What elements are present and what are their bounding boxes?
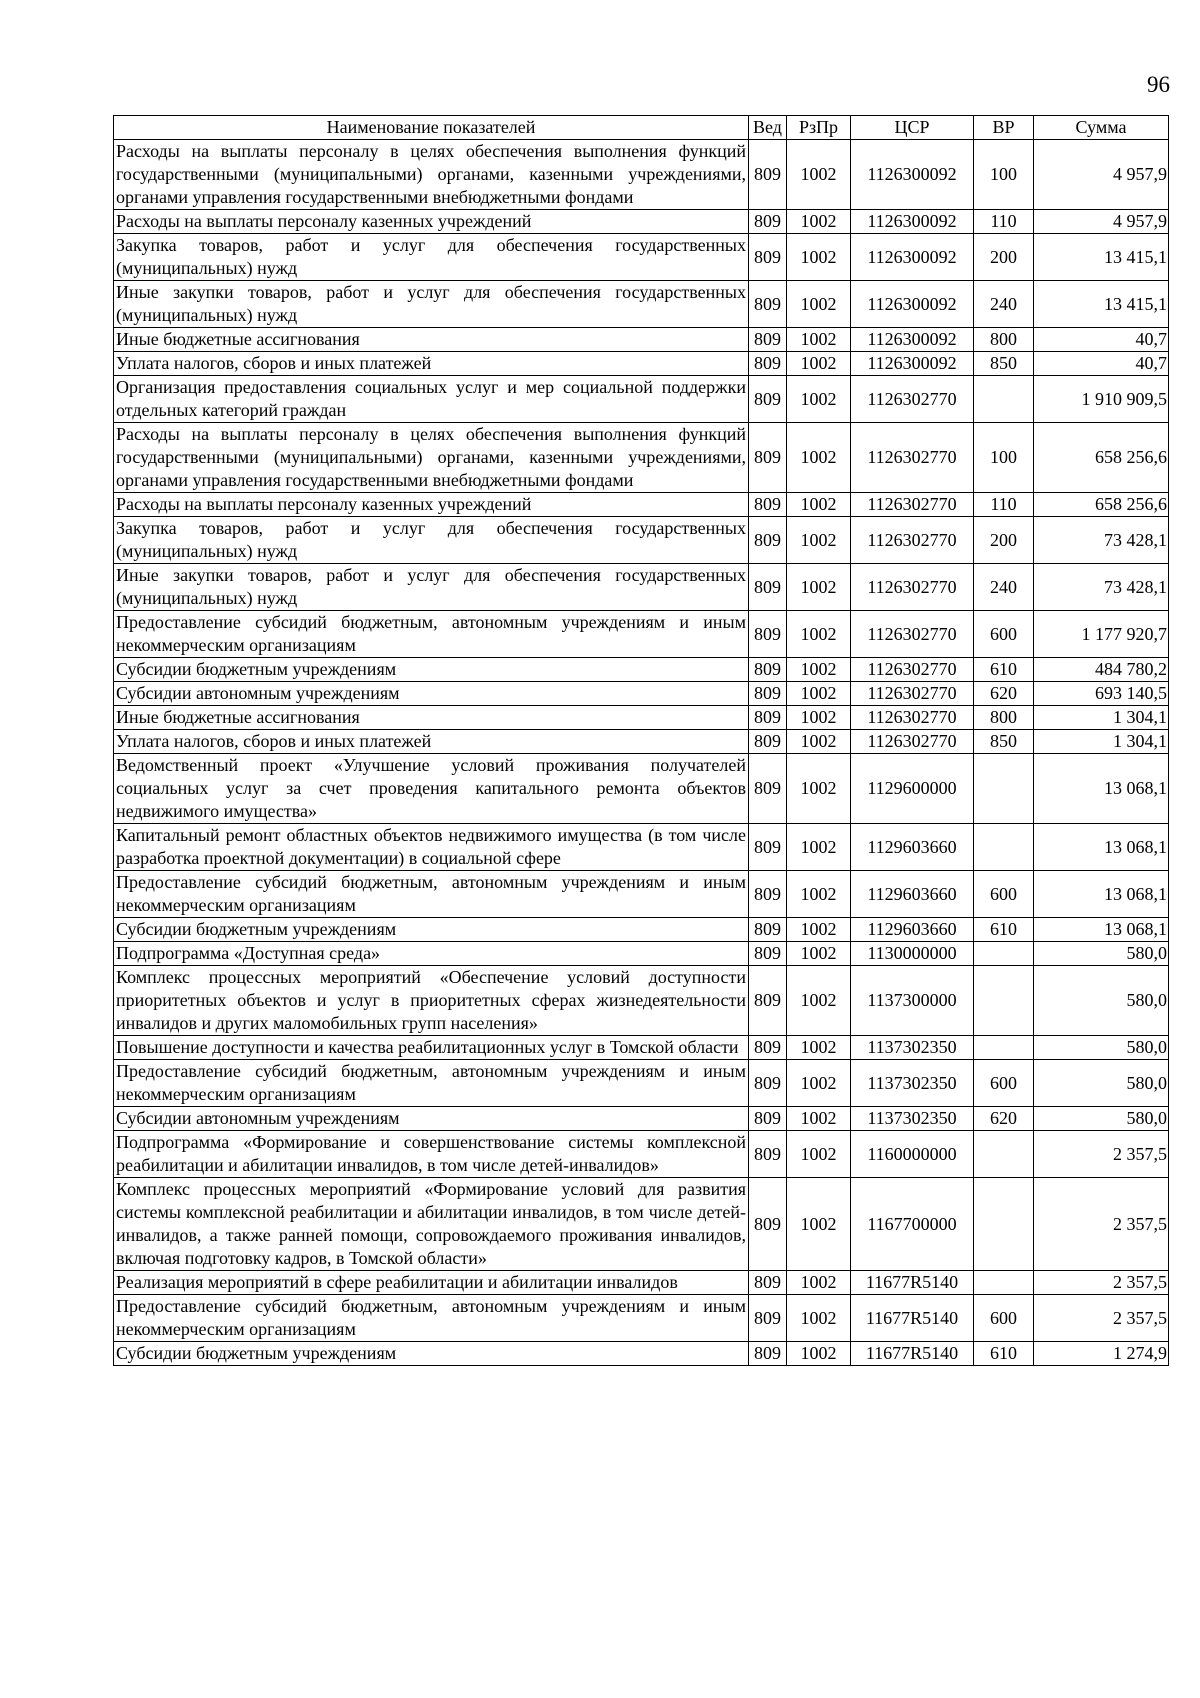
row-csr-cell: 1126302770 [851,493,974,517]
row-csr-cell: 11677R5140 [851,1271,974,1295]
row-sum-cell: 658 256,6 [1034,493,1169,517]
table-row [114,328,1169,352]
row-rzpr-cell: 1002 [787,658,851,682]
row-name-cell: Предоставление субсидий бюджетным, автономным учреждениям и иным некоммерческим организациям [114,1295,749,1342]
row-rzpr-cell: 1002 [787,281,851,328]
row-vr-cell: 240 [974,281,1034,328]
row-name-cell: Уплата налогов, сборов и иных платежей [114,352,749,376]
row-csr-cell: 1129603660 [851,918,974,942]
table-row [114,1131,1169,1178]
row-ved-cell: 809 [749,730,787,754]
row-vr-cell: 600 [974,611,1034,658]
table-row [114,611,1169,658]
row-vr-cell: 850 [974,352,1034,376]
row-ved-cell: 809 [749,376,787,423]
table-row [114,706,1169,730]
row-rzpr-cell: 1002 [787,493,851,517]
row-ved-cell: 809 [749,352,787,376]
row-name-cell: Уплата налогов, сборов и иных платежей [114,730,749,754]
row-vr-cell: 850 [974,730,1034,754]
row-csr-cell: 1126300092 [851,352,974,376]
row-sum-cell: 4 957,9 [1034,140,1169,210]
row-sum-cell: 1 910 909,5 [1034,376,1169,423]
row-sum-cell: 73 428,1 [1034,517,1169,564]
row-sum-cell: 1 177 920,7 [1034,611,1169,658]
row-ved-cell: 809 [749,234,787,281]
row-ved-cell: 809 [749,328,787,352]
row-ved-cell: 809 [749,942,787,966]
row-ved-cell: 809 [749,281,787,328]
table-row [114,754,1169,824]
row-name-cell: Расходы на выплаты персоналу казенных учреждений [114,210,749,234]
row-name-cell: Субсидии бюджетным учреждениям [114,658,749,682]
row-ved-cell: 809 [749,564,787,611]
row-sum-cell: 13 068,1 [1034,918,1169,942]
row-rzpr-cell: 1002 [787,918,851,942]
table-row [114,966,1169,1036]
row-csr-cell: 1126300092 [851,281,974,328]
row-vr-cell [974,376,1034,423]
row-rzpr-cell: 1002 [787,682,851,706]
row-rzpr-cell: 1002 [787,1295,851,1342]
row-sum-cell: 580,0 [1034,1060,1169,1107]
table-row [114,942,1169,966]
row-rzpr-cell: 1002 [787,966,851,1036]
row-csr-cell: 1137300000 [851,966,974,1036]
row-name-cell: Иные бюджетные ассигнования [114,328,749,352]
row-csr-cell: 1129600000 [851,754,974,824]
row-csr-cell: 1126302770 [851,376,974,423]
row-ved-cell: 809 [749,1107,787,1131]
table-row [114,1342,1169,1366]
table-row [114,1107,1169,1131]
row-name-cell: Закупка товаров, работ и услуг для обеспечения государственных (муниципальных) нужд [114,234,749,281]
row-ved-cell: 809 [749,1178,787,1271]
row-csr-cell: 1129603660 [851,871,974,918]
row-csr-cell: 1126300092 [851,210,974,234]
row-rzpr-cell: 1002 [787,1342,851,1366]
row-csr-cell: 1137302350 [851,1036,974,1060]
row-sum-cell: 13 415,1 [1034,234,1169,281]
row-name-cell: Иные закупки товаров, работ и услуг для обеспечения государственных (муниципальных) нужд [114,281,749,328]
row-csr-cell: 1126302770 [851,682,974,706]
row-ved-cell: 809 [749,1295,787,1342]
row-sum-cell: 658 256,6 [1034,423,1169,493]
table-row [114,281,1169,328]
row-ved-cell: 809 [749,1060,787,1107]
row-csr-cell: 1126302770 [851,658,974,682]
row-vr-cell [974,1271,1034,1295]
table-row [114,234,1169,281]
row-name-cell: Подпрограмма «Формирование и совершенствование системы комплексной реабилитации и абилитации инвалидов, в том числе детей-инвалидов» [114,1131,749,1178]
table-body [114,140,1169,1366]
row-rzpr-cell: 1002 [787,1178,851,1271]
row-rzpr-cell: 1002 [787,564,851,611]
row-csr-cell: 1137302350 [851,1107,974,1131]
row-name-cell: Комплекс процессных мероприятий «Обеспечение условий доступности приоритетных объектов и услуг в приоритетных сферах жизнедеятельности инвалидов и других маломобильных групп населения» [114,966,749,1036]
row-vr-cell: 620 [974,1107,1034,1131]
row-sum-cell: 40,7 [1034,328,1169,352]
row-name-cell: Иные закупки товаров, работ и услуг для обеспечения государственных (муниципальных) нужд [114,564,749,611]
row-name-cell: Субсидии бюджетным учреждениям [114,918,749,942]
row-csr-cell: 1126302770 [851,611,974,658]
row-sum-cell: 2 357,5 [1034,1178,1169,1271]
row-csr-cell: 1126302770 [851,730,974,754]
row-csr-cell: 11677R5140 [851,1342,974,1366]
table-row [114,1295,1169,1342]
row-ved-cell: 809 [749,611,787,658]
row-ved-cell: 809 [749,210,787,234]
row-rzpr-cell: 1002 [787,1036,851,1060]
table-row [114,140,1169,210]
header-rzpr: РзПр [787,116,851,140]
row-sum-cell: 580,0 [1034,942,1169,966]
table-row [114,658,1169,682]
table-row [114,918,1169,942]
row-name-cell: Расходы на выплаты персоналу в целях обеспечения выполнения функций государственными (муниципальными) органами, казенными учреждениями, органами управления государственными внебюджетными фондами [114,140,749,210]
row-ved-cell: 809 [749,966,787,1036]
header-vr: ВР [974,116,1034,140]
row-sum-cell: 580,0 [1034,966,1169,1036]
row-vr-cell: 240 [974,564,1034,611]
row-name-cell: Предоставление субсидий бюджетным, автономным учреждениям и иным некоммерческим организациям [114,611,749,658]
row-rzpr-cell: 1002 [787,234,851,281]
row-vr-cell: 610 [974,1342,1034,1366]
row-vr-cell [974,966,1034,1036]
row-sum-cell: 13 415,1 [1034,281,1169,328]
table-row [114,1060,1169,1107]
row-ved-cell: 809 [749,517,787,564]
row-sum-cell: 4 957,9 [1034,210,1169,234]
table-row [114,517,1169,564]
row-sum-cell: 693 140,5 [1034,682,1169,706]
row-vr-cell: 800 [974,706,1034,730]
row-rzpr-cell: 1002 [787,423,851,493]
row-ved-cell: 809 [749,754,787,824]
row-ved-cell: 809 [749,706,787,730]
row-rzpr-cell: 1002 [787,942,851,966]
header-ved: Вед [749,116,787,140]
row-ved-cell: 809 [749,1342,787,1366]
row-vr-cell: 600 [974,871,1034,918]
table-row [114,493,1169,517]
row-csr-cell: 1126300092 [851,140,974,210]
table-row [114,824,1169,871]
row-csr-cell: 1129603660 [851,824,974,871]
row-rzpr-cell: 1002 [787,706,851,730]
table-row [114,682,1169,706]
row-vr-cell: 110 [974,210,1034,234]
row-ved-cell: 809 [749,824,787,871]
row-vr-cell: 100 [974,140,1034,210]
row-vr-cell [974,1036,1034,1060]
row-name-cell: Субсидии бюджетным учреждениям [114,1342,749,1366]
row-vr-cell [974,1131,1034,1178]
row-name-cell: Капитальный ремонт областных объектов недвижимого имущества (в том числе разработка проектной документации) в социальной сфере [114,824,749,871]
row-rzpr-cell: 1002 [787,1271,851,1295]
row-name-cell: Расходы на выплаты персоналу казенных учреждений [114,493,749,517]
row-name-cell: Реализация мероприятий в сфере реабилитации и абилитации инвалидов [114,1271,749,1295]
row-rzpr-cell: 1002 [787,352,851,376]
row-csr-cell: 1126302770 [851,564,974,611]
row-sum-cell: 2 357,5 [1034,1271,1169,1295]
row-rzpr-cell: 1002 [787,210,851,234]
row-name-cell: Субсидии автономным учреждениям [114,1107,749,1131]
row-sum-cell: 13 068,1 [1034,871,1169,918]
table-header-row [114,116,1169,140]
row-ved-cell: 809 [749,493,787,517]
row-ved-cell: 809 [749,1036,787,1060]
row-rzpr-cell: 1002 [787,754,851,824]
table-row [114,210,1169,234]
row-rzpr-cell: 1002 [787,1107,851,1131]
table-row [114,423,1169,493]
row-name-cell: Подпрограмма «Доступная среда» [114,942,749,966]
page-number: 96 [1147,72,1170,97]
row-vr-cell: 200 [974,234,1034,281]
row-csr-cell: 1130000000 [851,942,974,966]
row-sum-cell: 1 304,1 [1034,706,1169,730]
table-row [114,352,1169,376]
row-sum-cell: 2 357,5 [1034,1295,1169,1342]
row-ved-cell: 809 [749,682,787,706]
row-sum-cell: 2 357,5 [1034,1131,1169,1178]
row-csr-cell: 1126300092 [851,328,974,352]
row-vr-cell [974,754,1034,824]
row-name-cell: Иные бюджетные ассигнования [114,706,749,730]
row-rzpr-cell: 1002 [787,1060,851,1107]
row-name-cell: Организация предоставления социальных услуг и мер социальной поддержки отдельных категорий граждан [114,376,749,423]
header-name: Наименование показателей [114,116,749,140]
header-sum: Сумма [1034,116,1169,140]
row-sum-cell: 580,0 [1034,1036,1169,1060]
row-rzpr-cell: 1002 [787,140,851,210]
table-row [114,871,1169,918]
row-vr-cell: 600 [974,1060,1034,1107]
row-vr-cell: 110 [974,493,1034,517]
budget-table [113,115,1169,1366]
row-name-cell: Расходы на выплаты персоналу в целях обеспечения выполнения функций государственными (муниципальными) органами, казенными учреждениями, органами управления государственными внебюджетными фондами [114,423,749,493]
table-row [114,1036,1169,1060]
row-name-cell: Ведомственный проект «Улучшение условий проживания получателей социальных услуг за счет проведения капитального ремонта объектов недвижимого имущества» [114,754,749,824]
table-row [114,730,1169,754]
row-csr-cell: 1126302770 [851,517,974,564]
row-csr-cell: 1126300092 [851,234,974,281]
row-csr-cell: 1126302770 [851,706,974,730]
row-ved-cell: 809 [749,423,787,493]
row-vr-cell [974,1178,1034,1271]
table-row [114,564,1169,611]
table-row [114,1178,1169,1271]
row-rzpr-cell: 1002 [787,871,851,918]
row-ved-cell: 809 [749,658,787,682]
row-name-cell: Закупка товаров, работ и услуг для обеспечения государственных (муниципальных) нужд [114,517,749,564]
row-ved-cell: 809 [749,1271,787,1295]
row-ved-cell: 809 [749,140,787,210]
table-row [114,376,1169,423]
row-ved-cell: 809 [749,918,787,942]
row-sum-cell: 580,0 [1034,1107,1169,1131]
row-vr-cell: 610 [974,918,1034,942]
row-vr-cell: 100 [974,423,1034,493]
row-name-cell: Комплекс процессных мероприятий «Формирование условий для развития системы комплексной реабилитации и абилитации инвалидов, в том числе детей-инвалидов, а также ранней помощи, сопровождаемого проживания инвалидов, включая подготовку кадров, в Томской области» [114,1178,749,1271]
row-sum-cell: 484 780,2 [1034,658,1169,682]
row-csr-cell: 1137302350 [851,1060,974,1107]
row-csr-cell: 11677R5140 [851,1295,974,1342]
row-rzpr-cell: 1002 [787,611,851,658]
row-ved-cell: 809 [749,871,787,918]
row-name-cell: Субсидии автономным учреждениям [114,682,749,706]
row-csr-cell: 1126302770 [851,423,974,493]
row-sum-cell: 1 304,1 [1034,730,1169,754]
row-rzpr-cell: 1002 [787,730,851,754]
table-row [114,1271,1169,1295]
row-vr-cell [974,942,1034,966]
row-sum-cell: 13 068,1 [1034,754,1169,824]
row-sum-cell: 40,7 [1034,352,1169,376]
row-vr-cell: 800 [974,328,1034,352]
row-sum-cell: 73 428,1 [1034,564,1169,611]
row-ved-cell: 809 [749,1131,787,1178]
row-sum-cell: 1 274,9 [1034,1342,1169,1366]
row-rzpr-cell: 1002 [787,824,851,871]
row-rzpr-cell: 1002 [787,517,851,564]
row-csr-cell: 1160000000 [851,1131,974,1178]
row-name-cell: Предоставление субсидий бюджетным, автономным учреждениям и иным некоммерческим организациям [114,871,749,918]
row-sum-cell: 13 068,1 [1034,824,1169,871]
row-csr-cell: 1167700000 [851,1178,974,1271]
header-csr: ЦСР [851,116,974,140]
row-vr-cell [974,824,1034,871]
row-name-cell: Повышение доступности и качества реабилитационных услуг в Томской области [114,1036,749,1060]
row-rzpr-cell: 1002 [787,376,851,423]
row-name-cell: Предоставление субсидий бюджетным, автономным учреждениям и иным некоммерческим организациям [114,1060,749,1107]
row-vr-cell: 600 [974,1295,1034,1342]
row-rzpr-cell: 1002 [787,328,851,352]
row-vr-cell: 200 [974,517,1034,564]
row-vr-cell: 610 [974,658,1034,682]
row-vr-cell: 620 [974,682,1034,706]
row-rzpr-cell: 1002 [787,1131,851,1178]
